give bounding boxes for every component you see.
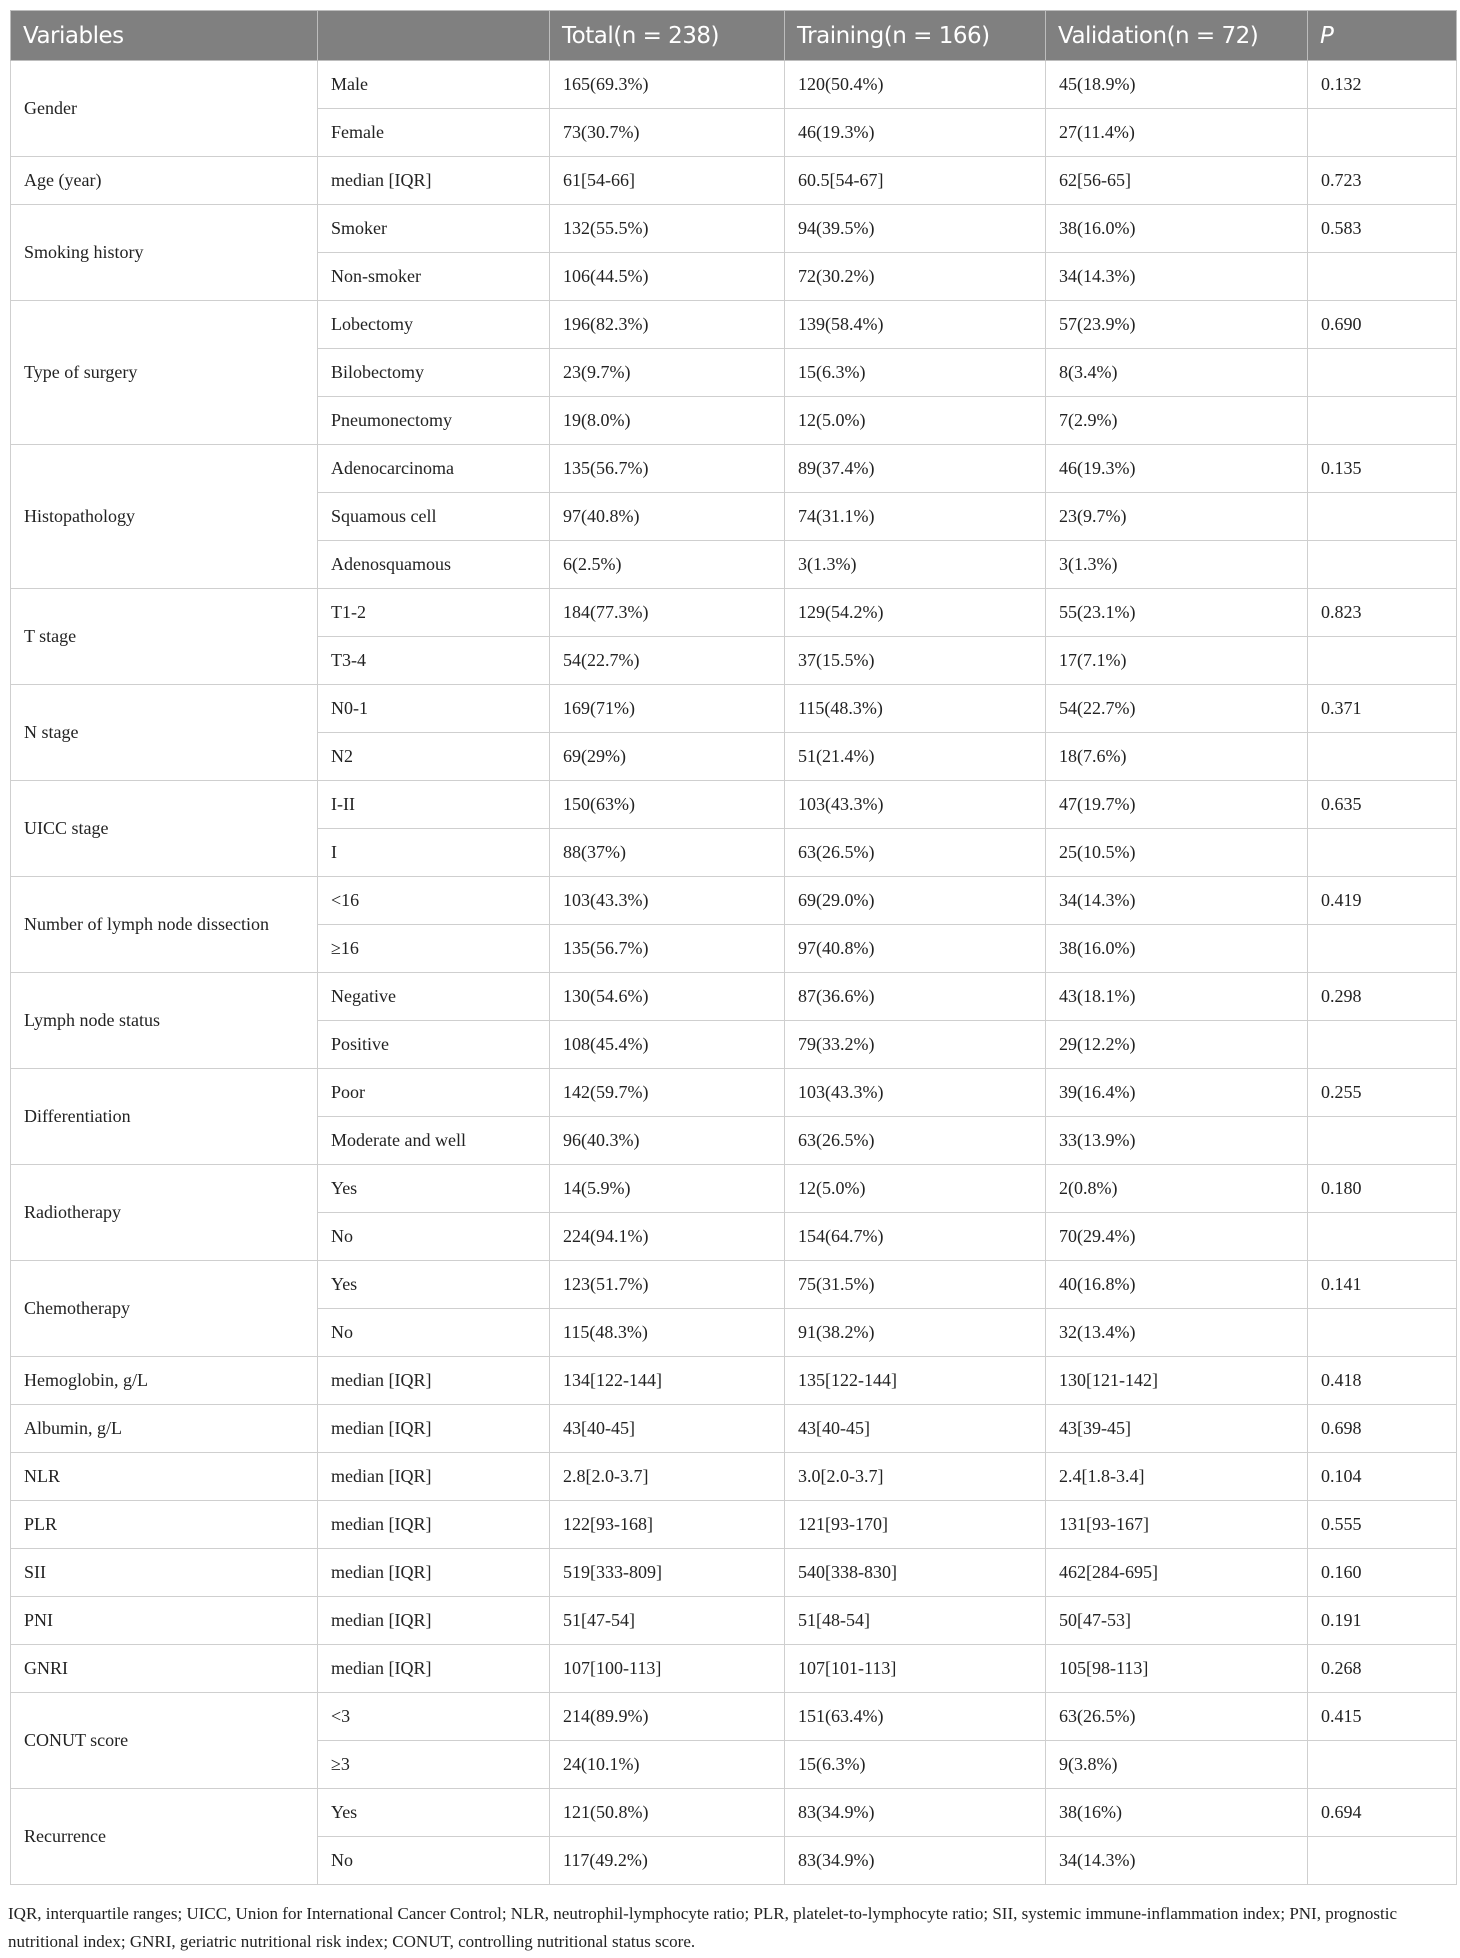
category-cell: I	[318, 829, 550, 877]
table-row	[11, 685, 1457, 733]
table-row	[11, 877, 1457, 925]
total-cell: 23(9.7%)	[550, 349, 785, 397]
header-variables: Variables	[11, 11, 318, 61]
p-value-cell	[1308, 637, 1457, 685]
total-cell: 106(44.5%)	[550, 253, 785, 301]
training-cell: 151(63.4%)	[785, 1693, 1046, 1741]
total-cell: 132(55.5%)	[550, 205, 785, 253]
table-row	[11, 1165, 1457, 1213]
p-value-cell: 0.690	[1308, 301, 1457, 349]
variable-cell: SII	[11, 1549, 318, 1597]
p-value-cell: 0.191	[1308, 1597, 1457, 1645]
category-cell: median [IQR]	[318, 1597, 550, 1645]
total-cell: 24(10.1%)	[550, 1741, 785, 1789]
p-value-cell	[1308, 925, 1457, 973]
total-cell: 96(40.3%)	[550, 1117, 785, 1165]
table-header-row	[11, 11, 1457, 61]
validation-cell: 27(11.4%)	[1046, 109, 1308, 157]
p-value-cell: 0.298	[1308, 973, 1457, 1021]
variable-cell: Recurrence	[11, 1789, 318, 1885]
validation-cell: 7(2.9%)	[1046, 397, 1308, 445]
p-value-cell	[1308, 733, 1457, 781]
total-cell: 117(49.2%)	[550, 1837, 785, 1885]
total-cell: 165(69.3%)	[550, 61, 785, 109]
category-cell: median [IQR]	[318, 1645, 550, 1693]
total-cell: 2.8[2.0-3.7]	[550, 1453, 785, 1501]
total-cell: 103(43.3%)	[550, 877, 785, 925]
category-cell: median [IQR]	[318, 157, 550, 205]
table-row	[11, 1405, 1457, 1453]
category-cell: ≥16	[318, 925, 550, 973]
table-row	[11, 301, 1457, 349]
table-row	[11, 1069, 1457, 1117]
validation-cell: 34(14.3%)	[1046, 1837, 1308, 1885]
validation-cell: 17(7.1%)	[1046, 637, 1308, 685]
category-cell: <16	[318, 877, 550, 925]
baseline-characteristics-table	[10, 10, 1457, 1885]
variable-cell: Lymph node status	[11, 973, 318, 1069]
training-cell: 72(30.2%)	[785, 253, 1046, 301]
table-row	[11, 1549, 1457, 1597]
category-cell: Adenosquamous	[318, 541, 550, 589]
p-value-cell: 0.723	[1308, 157, 1457, 205]
total-cell: 224(94.1%)	[550, 1213, 785, 1261]
category-cell: Pneumonectomy	[318, 397, 550, 445]
training-cell: 3(1.3%)	[785, 541, 1046, 589]
total-cell: 135(56.7%)	[550, 445, 785, 493]
total-cell: 51[47-54]	[550, 1597, 785, 1645]
validation-cell: 462[284-695]	[1046, 1549, 1308, 1597]
total-cell: 88(37%)	[550, 829, 785, 877]
table-row	[11, 1693, 1457, 1741]
category-cell: No	[318, 1213, 550, 1261]
variable-cell: Histopathology	[11, 445, 318, 589]
training-cell: 63(26.5%)	[785, 829, 1046, 877]
p-value-cell	[1308, 397, 1457, 445]
training-cell: 121[93-170]	[785, 1501, 1046, 1549]
p-value-cell	[1308, 1213, 1457, 1261]
p-value-cell	[1308, 493, 1457, 541]
category-cell: Yes	[318, 1261, 550, 1309]
total-cell: 61[54-66]	[550, 157, 785, 205]
variable-cell: Gender	[11, 61, 318, 157]
table-row	[11, 1597, 1457, 1645]
category-cell: N0-1	[318, 685, 550, 733]
total-cell: 54(22.7%)	[550, 637, 785, 685]
variable-cell: Differentiation	[11, 1069, 318, 1165]
p-value-cell: 0.255	[1308, 1069, 1457, 1117]
training-cell: 103(43.3%)	[785, 781, 1046, 829]
validation-cell: 34(14.3%)	[1046, 877, 1308, 925]
category-cell: Squamous cell	[318, 493, 550, 541]
validation-cell: 45(18.9%)	[1046, 61, 1308, 109]
p-value-cell: 0.583	[1308, 205, 1457, 253]
table-row	[11, 973, 1457, 1021]
total-cell: 43[40-45]	[550, 1405, 785, 1453]
training-cell: 69(29.0%)	[785, 877, 1046, 925]
header-category	[318, 11, 550, 61]
validation-cell: 130[121-142]	[1046, 1357, 1308, 1405]
table-row	[11, 781, 1457, 829]
p-value-cell	[1308, 1837, 1457, 1885]
category-cell: Non-smoker	[318, 253, 550, 301]
category-cell: Yes	[318, 1789, 550, 1837]
category-cell: No	[318, 1837, 550, 1885]
validation-cell: 40(16.8%)	[1046, 1261, 1308, 1309]
category-cell: median [IQR]	[318, 1357, 550, 1405]
category-cell: Adenocarcinoma	[318, 445, 550, 493]
p-value-cell: 0.635	[1308, 781, 1457, 829]
total-cell: 97(40.8%)	[550, 493, 785, 541]
p-value-cell: 0.418	[1308, 1357, 1457, 1405]
category-cell: ≥3	[318, 1741, 550, 1789]
total-cell: 123(51.7%)	[550, 1261, 785, 1309]
table-row	[11, 1501, 1457, 1549]
category-cell: Female	[318, 109, 550, 157]
total-cell: 142(59.7%)	[550, 1069, 785, 1117]
category-cell: median [IQR]	[318, 1549, 550, 1597]
category-cell: Male	[318, 61, 550, 109]
p-value-cell: 0.135	[1308, 445, 1457, 493]
validation-cell: 25(10.5%)	[1046, 829, 1308, 877]
table-row	[11, 589, 1457, 637]
training-cell: 15(6.3%)	[785, 349, 1046, 397]
validation-cell: 62[56-65]	[1046, 157, 1308, 205]
total-cell: 135(56.7%)	[550, 925, 785, 973]
table-row	[11, 1261, 1457, 1309]
validation-cell: 2(0.8%)	[1046, 1165, 1308, 1213]
variable-cell: Albumin, g/L	[11, 1405, 318, 1453]
total-cell: 519[333-809]	[550, 1549, 785, 1597]
p-value-cell: 0.419	[1308, 877, 1457, 925]
validation-cell: 32(13.4%)	[1046, 1309, 1308, 1357]
p-value-cell: 0.698	[1308, 1405, 1457, 1453]
training-cell: 12(5.0%)	[785, 397, 1046, 445]
total-cell: 169(71%)	[550, 685, 785, 733]
category-cell: T1-2	[318, 589, 550, 637]
category-cell: Moderate and well	[318, 1117, 550, 1165]
training-cell: 12(5.0%)	[785, 1165, 1046, 1213]
training-cell: 3.0[2.0-3.7]	[785, 1453, 1046, 1501]
training-cell: 107[101-113]	[785, 1645, 1046, 1693]
table-row	[11, 61, 1457, 109]
p-value-cell	[1308, 829, 1457, 877]
table-footnote: IQR, interquartile ranges; UICC, Union for International Cancer Control; NLR, neutrophil-lymphocyte ratio; PLR, platelet-to-lymphocyte ratio; SII, systemic immune-inflammation index; PNI, prognostic nutritional index; GNRI, geriatric nutritional risk index; CONUT, controlling nutritional status score.	[8, 1904, 1397, 1951]
total-cell: 73(30.7%)	[550, 109, 785, 157]
validation-cell: 70(29.4%)	[1046, 1213, 1308, 1261]
training-cell: 60.5[54-67]	[785, 157, 1046, 205]
variable-cell: PLR	[11, 1501, 318, 1549]
validation-cell: 131[93-167]	[1046, 1501, 1308, 1549]
total-cell: 134[122-144]	[550, 1357, 785, 1405]
p-value-cell: 0.132	[1308, 61, 1457, 109]
variable-cell: N stage	[11, 685, 318, 781]
training-cell: 540[338-830]	[785, 1549, 1046, 1597]
variable-cell: UICC stage	[11, 781, 318, 877]
p-value-cell: 0.415	[1308, 1693, 1457, 1741]
total-cell: 214(89.9%)	[550, 1693, 785, 1741]
training-cell: 89(37.4%)	[785, 445, 1046, 493]
validation-cell: 39(16.4%)	[1046, 1069, 1308, 1117]
validation-cell: 43[39-45]	[1046, 1405, 1308, 1453]
training-cell: 103(43.3%)	[785, 1069, 1046, 1117]
p-value-cell: 0.694	[1308, 1789, 1457, 1837]
category-cell: Positive	[318, 1021, 550, 1069]
category-cell: <3	[318, 1693, 550, 1741]
category-cell: T3-4	[318, 637, 550, 685]
p-value-cell: 0.823	[1308, 589, 1457, 637]
category-cell: median [IQR]	[318, 1453, 550, 1501]
validation-cell: 2.4[1.8-3.4]	[1046, 1453, 1308, 1501]
variable-cell: Chemotherapy	[11, 1261, 318, 1357]
header-total: Total(n = 238)	[550, 11, 785, 61]
training-cell: 139(58.4%)	[785, 301, 1046, 349]
validation-cell: 63(26.5%)	[1046, 1693, 1308, 1741]
p-value-cell	[1308, 1117, 1457, 1165]
variable-cell: PNI	[11, 1597, 318, 1645]
table-row	[11, 1789, 1457, 1837]
category-cell: Smoker	[318, 205, 550, 253]
validation-cell: 47(19.7%)	[1046, 781, 1308, 829]
total-cell: 107[100-113]	[550, 1645, 785, 1693]
training-cell: 51(21.4%)	[785, 733, 1046, 781]
table-row	[11, 445, 1457, 493]
p-value-cell	[1308, 1309, 1457, 1357]
total-cell: 69(29%)	[550, 733, 785, 781]
header-training: Training(n = 166)	[785, 11, 1046, 61]
training-cell: 75(31.5%)	[785, 1261, 1046, 1309]
total-cell: 150(63%)	[550, 781, 785, 829]
header-validation: Validation(n = 72)	[1046, 11, 1308, 61]
category-cell: Negative	[318, 973, 550, 1021]
variable-cell: Smoking history	[11, 205, 318, 301]
validation-cell: 38(16.0%)	[1046, 925, 1308, 973]
p-value-cell	[1308, 253, 1457, 301]
training-cell: 87(36.6%)	[785, 973, 1046, 1021]
variable-cell: Number of lymph node dissection	[11, 877, 318, 973]
table-row	[11, 1645, 1457, 1693]
p-value-cell: 0.141	[1308, 1261, 1457, 1309]
variable-cell: GNRI	[11, 1645, 318, 1693]
validation-cell: 38(16%)	[1046, 1789, 1308, 1837]
variable-cell: Age (year)	[11, 157, 318, 205]
validation-cell: 50[47-53]	[1046, 1597, 1308, 1645]
p-value-cell	[1308, 109, 1457, 157]
p-value-cell: 0.371	[1308, 685, 1457, 733]
category-cell: I-II	[318, 781, 550, 829]
validation-cell: 38(16.0%)	[1046, 205, 1308, 253]
total-cell: 115(48.3%)	[550, 1309, 785, 1357]
validation-cell: 43(18.1%)	[1046, 973, 1308, 1021]
training-cell: 74(31.1%)	[785, 493, 1046, 541]
training-cell: 51[48-54]	[785, 1597, 1046, 1645]
training-cell: 97(40.8%)	[785, 925, 1046, 973]
training-cell: 115(48.3%)	[785, 685, 1046, 733]
training-cell: 120(50.4%)	[785, 61, 1046, 109]
category-cell: Lobectomy	[318, 301, 550, 349]
total-cell: 19(8.0%)	[550, 397, 785, 445]
training-cell: 46(19.3%)	[785, 109, 1046, 157]
training-cell: 91(38.2%)	[785, 1309, 1046, 1357]
validation-cell: 9(3.8%)	[1046, 1741, 1308, 1789]
category-cell: Yes	[318, 1165, 550, 1213]
p-value-cell	[1308, 349, 1457, 397]
total-cell: 130(54.6%)	[550, 973, 785, 1021]
total-cell: 121(50.8%)	[550, 1789, 785, 1837]
validation-cell: 23(9.7%)	[1046, 493, 1308, 541]
variable-cell: Type of surgery	[11, 301, 318, 445]
validation-cell: 29(12.2%)	[1046, 1021, 1308, 1069]
training-cell: 15(6.3%)	[785, 1741, 1046, 1789]
validation-cell: 46(19.3%)	[1046, 445, 1308, 493]
total-cell: 122[93-168]	[550, 1501, 785, 1549]
training-cell: 43[40-45]	[785, 1405, 1046, 1453]
total-cell: 6(2.5%)	[550, 541, 785, 589]
p-value-cell	[1308, 1021, 1457, 1069]
p-value-cell: 0.160	[1308, 1549, 1457, 1597]
variable-cell: T stage	[11, 589, 318, 685]
validation-cell: 55(23.1%)	[1046, 589, 1308, 637]
category-cell: Bilobectomy	[318, 349, 550, 397]
validation-cell: 33(13.9%)	[1046, 1117, 1308, 1165]
category-cell: Poor	[318, 1069, 550, 1117]
table-row	[11, 205, 1457, 253]
training-cell: 63(26.5%)	[785, 1117, 1046, 1165]
validation-cell: 8(3.4%)	[1046, 349, 1308, 397]
p-value-cell: 0.268	[1308, 1645, 1457, 1693]
validation-cell: 105[98-113]	[1046, 1645, 1308, 1693]
category-cell: median [IQR]	[318, 1501, 550, 1549]
training-cell: 154(64.7%)	[785, 1213, 1046, 1261]
training-cell: 37(15.5%)	[785, 637, 1046, 685]
p-value-cell: 0.104	[1308, 1453, 1457, 1501]
variable-cell: CONUT score	[11, 1693, 318, 1789]
training-cell: 83(34.9%)	[785, 1837, 1046, 1885]
p-value-cell	[1308, 1741, 1457, 1789]
category-cell: No	[318, 1309, 550, 1357]
p-value-cell	[1308, 541, 1457, 589]
table-row	[11, 157, 1457, 205]
variable-cell: Radiotherapy	[11, 1165, 318, 1261]
validation-cell: 57(23.9%)	[1046, 301, 1308, 349]
training-cell: 129(54.2%)	[785, 589, 1046, 637]
total-cell: 108(45.4%)	[550, 1021, 785, 1069]
training-cell: 79(33.2%)	[785, 1021, 1046, 1069]
category-cell: median [IQR]	[318, 1405, 550, 1453]
validation-cell: 54(22.7%)	[1046, 685, 1308, 733]
total-cell: 14(5.9%)	[550, 1165, 785, 1213]
category-cell: N2	[318, 733, 550, 781]
table-row	[11, 1453, 1457, 1501]
p-value-cell: 0.180	[1308, 1165, 1457, 1213]
p-value-cell: 0.555	[1308, 1501, 1457, 1549]
training-cell: 83(34.9%)	[785, 1789, 1046, 1837]
validation-cell: 18(7.6%)	[1046, 733, 1308, 781]
validation-cell: 34(14.3%)	[1046, 253, 1308, 301]
training-cell: 94(39.5%)	[785, 205, 1046, 253]
header-p-value: P	[1308, 11, 1457, 61]
table-row	[11, 1357, 1457, 1405]
table-body	[11, 61, 1457, 1885]
variable-cell: NLR	[11, 1453, 318, 1501]
validation-cell: 3(1.3%)	[1046, 541, 1308, 589]
total-cell: 196(82.3%)	[550, 301, 785, 349]
total-cell: 184(77.3%)	[550, 589, 785, 637]
variable-cell: Hemoglobin, g/L	[11, 1357, 318, 1405]
training-cell: 135[122-144]	[785, 1357, 1046, 1405]
